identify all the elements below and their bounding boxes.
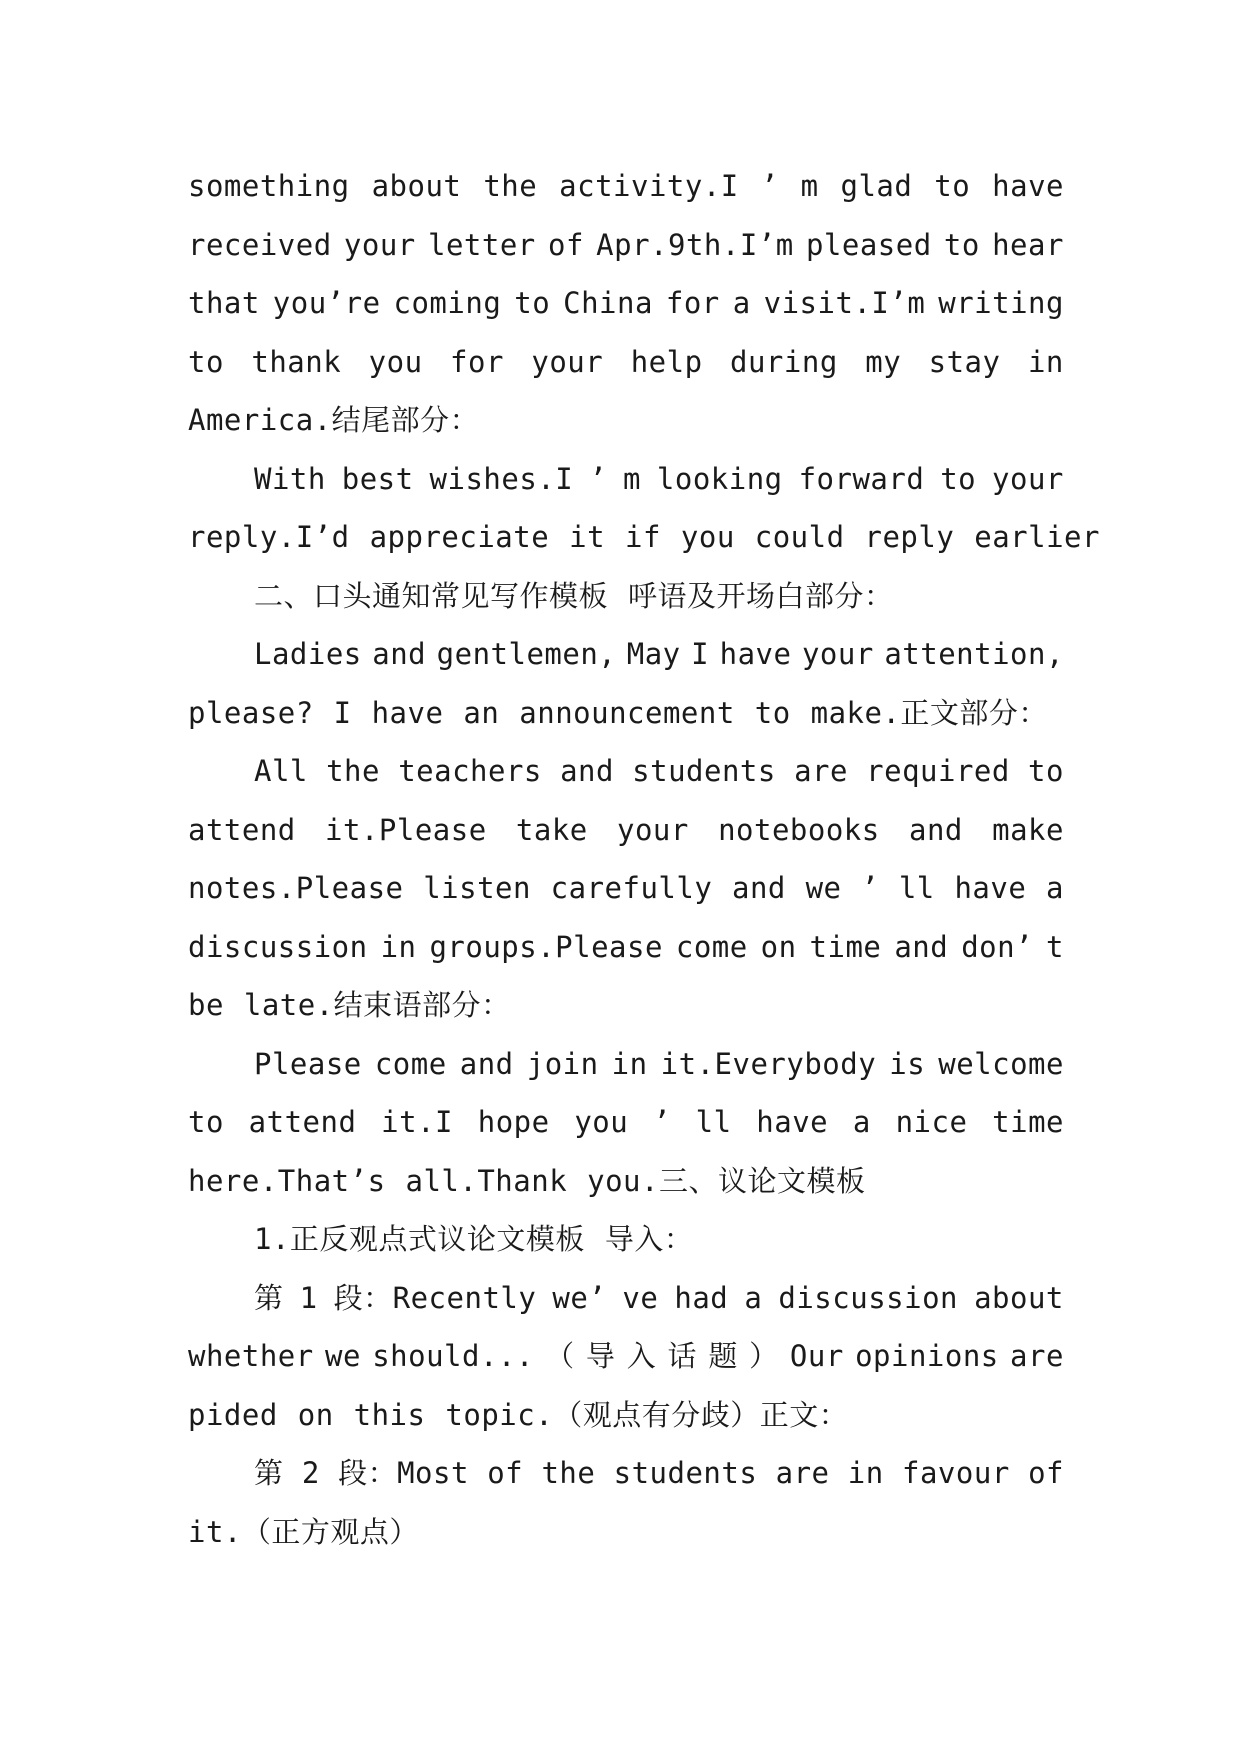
word: during — [730, 344, 838, 379]
word: Please — [254, 1046, 362, 1081]
word: had — [674, 1280, 729, 1315]
word: your — [343, 227, 416, 262]
word: nice — [895, 1105, 968, 1139]
word: to — [943, 227, 980, 262]
paragraph-p4 — [188, 625, 1064, 742]
word: 2 — [301, 1456, 320, 1490]
word: a — [852, 1105, 871, 1139]
word: 入 — [626, 1339, 657, 1373]
word: to — [1028, 754, 1064, 788]
paragraph-p7 — [188, 1210, 1064, 1269]
text-line — [188, 450, 1064, 509]
word: your — [617, 812, 689, 847]
paragraph-p9 — [188, 1444, 1064, 1561]
text-line-last: be late.结束语部分： — [188, 988, 511, 1022]
word: 第 — [254, 1280, 284, 1315]
word: that — [188, 286, 260, 320]
text-line-last: America.结尾部分： — [188, 403, 480, 437]
word: we — [325, 1339, 361, 1373]
word: students — [632, 754, 776, 788]
word: the — [541, 1456, 596, 1490]
word: writing — [938, 286, 1064, 320]
paragraph-p2 — [188, 450, 1100, 567]
word: 导 — [585, 1339, 616, 1373]
word: it.Everybody — [660, 1046, 877, 1081]
word: you — [368, 344, 423, 379]
word: wishes.I — [429, 461, 574, 496]
word: have — [756, 1105, 829, 1139]
word: discussion — [188, 929, 368, 964]
text-line — [188, 1035, 1064, 1094]
text-line-last: 1.正反观点式议论文模板 导入： — [254, 1222, 694, 1256]
word: your — [801, 637, 874, 671]
word: gentlemen, — [436, 637, 617, 671]
text-line — [188, 333, 1064, 392]
word: and — [560, 754, 614, 788]
text-line — [188, 1444, 1064, 1503]
word: students — [613, 1456, 758, 1490]
word: is — [889, 1046, 926, 1081]
word: you’re — [272, 286, 381, 320]
word: ） — [749, 1339, 779, 1373]
word: we — [805, 871, 842, 905]
word: your — [992, 461, 1064, 496]
text-line-last: it.（正方观点） — [188, 1514, 419, 1549]
text-line — [188, 216, 1064, 275]
word: ve — [622, 1280, 659, 1315]
word: of — [548, 227, 584, 262]
word: groups.Please — [429, 929, 663, 964]
text-line-last: pided on this topic.（观点有分歧）正文： — [188, 1397, 849, 1432]
word: stay — [928, 344, 1001, 379]
word: favour — [902, 1456, 1010, 1490]
word: to — [188, 1105, 224, 1139]
paragraph-p5 — [188, 742, 1064, 1035]
word: coming — [393, 286, 502, 320]
word: come — [374, 1046, 447, 1081]
word: m — [800, 169, 819, 203]
word: to — [934, 169, 971, 203]
text-line — [188, 1269, 1064, 1328]
word: a — [732, 286, 751, 320]
word: and — [372, 637, 427, 671]
text-line-last: reply.I’d appreciate it if you could reply earlier — [188, 520, 1100, 554]
word: ll — [898, 871, 935, 905]
word: ll — [695, 1105, 732, 1139]
word: Ladies — [254, 637, 362, 671]
word: in — [611, 1046, 648, 1081]
word: about — [974, 1280, 1064, 1315]
word: we’ — [552, 1280, 607, 1315]
word: and — [459, 1046, 514, 1081]
word: the — [326, 754, 380, 788]
word: a — [744, 1280, 763, 1315]
word: it.Please — [325, 812, 487, 847]
word: Apr.9th.I’m — [596, 227, 794, 262]
word: t — [1045, 929, 1064, 964]
word: listen — [423, 871, 531, 905]
word: Our — [789, 1339, 844, 1373]
word: take — [515, 812, 588, 847]
text-line — [188, 918, 1064, 977]
paragraph-p3 — [188, 567, 1064, 626]
word: ’ — [861, 871, 880, 905]
word: 话 — [667, 1339, 698, 1373]
word: ’ — [760, 169, 779, 203]
word: don’ — [961, 929, 1034, 964]
word: 第 — [254, 1456, 284, 1490]
word: 题 — [708, 1339, 738, 1373]
word: help — [630, 344, 703, 379]
word: whether — [188, 1339, 314, 1373]
word: looking — [656, 461, 783, 496]
word: time — [992, 1105, 1064, 1139]
word: time — [809, 929, 882, 964]
text-line — [188, 801, 1064, 860]
word: m — [623, 461, 641, 496]
word: make — [992, 812, 1064, 847]
word: and — [894, 929, 949, 964]
word: With — [254, 461, 326, 496]
paragraph-p1 — [188, 157, 1064, 450]
word: are — [775, 1456, 830, 1490]
word: something — [188, 169, 350, 203]
word: discussion — [778, 1280, 958, 1315]
word: carefully — [550, 871, 713, 905]
word: my — [865, 344, 902, 379]
word: 1 — [299, 1280, 318, 1315]
word: received — [188, 227, 332, 262]
word: attend — [188, 812, 296, 847]
word: to — [514, 286, 551, 320]
word: letter — [428, 227, 536, 262]
word: ’ — [652, 1105, 671, 1139]
paragraph-p8 — [188, 1269, 1064, 1445]
word: come — [675, 929, 748, 964]
word: 段：Most — [338, 1456, 469, 1490]
word: teachers — [398, 754, 542, 788]
word: forward — [798, 461, 925, 496]
word: of — [487, 1456, 524, 1490]
text-line-last: here.That’s all.Thank you.三、议论文模板 — [188, 1163, 866, 1198]
word: and — [908, 812, 963, 847]
word: in — [1027, 344, 1064, 379]
word: the — [483, 169, 538, 203]
word: you — [574, 1105, 629, 1139]
word: welcome — [938, 1046, 1064, 1081]
word: about — [371, 169, 462, 203]
word: on — [760, 929, 797, 964]
word: in — [847, 1456, 884, 1490]
word: to — [188, 344, 224, 379]
word: glad — [840, 169, 913, 203]
word: （ — [545, 1339, 575, 1373]
word: notes.Please — [188, 871, 404, 905]
word: thank — [251, 344, 342, 379]
word: hear — [992, 227, 1064, 262]
document-page — [188, 157, 1100, 1561]
paragraph-p6 — [188, 1035, 1064, 1211]
word: are — [1010, 1339, 1064, 1373]
word: visit.I’m — [763, 286, 926, 320]
word: opinions — [855, 1339, 999, 1373]
word: hope — [477, 1105, 550, 1139]
word: required — [866, 754, 1010, 788]
text-line — [188, 859, 1064, 918]
word: have — [719, 637, 792, 671]
text-line — [188, 157, 1064, 216]
word: for — [665, 286, 720, 320]
text-line — [188, 274, 1064, 333]
word: May — [626, 637, 681, 671]
word: should... — [372, 1339, 534, 1373]
word: ’ — [589, 461, 608, 496]
word: best — [341, 461, 414, 496]
word: of — [1028, 1456, 1064, 1490]
word: and — [731, 871, 786, 905]
word: I — [691, 637, 710, 671]
word: join — [526, 1046, 599, 1081]
word: in — [380, 929, 417, 964]
word: notebooks — [718, 812, 880, 847]
word: activity.I — [559, 169, 739, 203]
text-line-last: 二、口头通知常见写作模板 呼语及开场白部分： — [254, 578, 894, 613]
text-line-last: please? I have an announcement to make.正文部分： — [188, 695, 1048, 730]
word: for — [450, 344, 504, 379]
word: attention, — [884, 637, 1064, 671]
word: it.I — [381, 1105, 453, 1139]
word: to — [940, 461, 977, 496]
word: China — [563, 286, 653, 320]
text-line — [188, 1093, 1064, 1152]
word: All — [254, 754, 308, 788]
word: are — [794, 754, 848, 788]
word: have — [954, 871, 1027, 905]
text-line — [188, 625, 1064, 684]
word: attend — [248, 1105, 357, 1139]
word: pleased — [805, 227, 932, 262]
word: have — [992, 169, 1064, 203]
text-line — [188, 1327, 1064, 1386]
word: a — [1045, 871, 1064, 905]
text-line — [188, 742, 1064, 801]
word: 段：Recently — [333, 1280, 537, 1315]
word: your — [531, 344, 604, 379]
